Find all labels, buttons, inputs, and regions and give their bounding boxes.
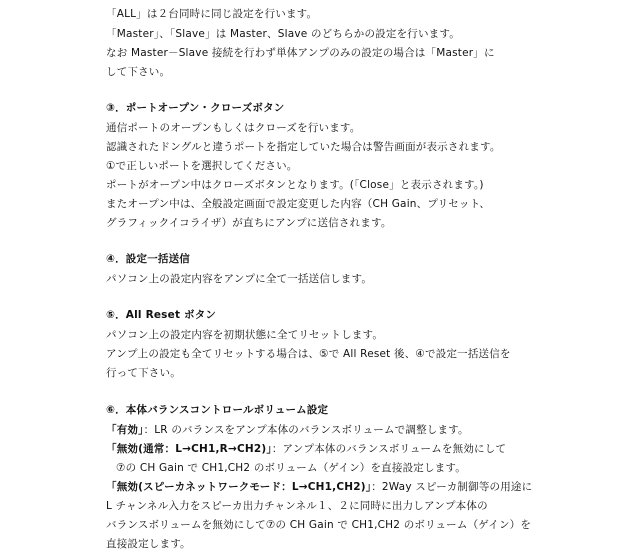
option-disabled-speaker-label: 「無効(スピーカネットワークモード：L→CH1,CH2)」	[106, 481, 372, 493]
section-6-line-3: ⑦の CH Gain で CH1,CH2 のボリューム（ゲイン）を直接設定します。	[116, 462, 466, 474]
section-6-line-2	[106, 442, 506, 456]
section-3-line-3: ①で正しいポートを選択してください。	[106, 160, 298, 172]
section-5-heading: ⑤．All Reset ボタン	[106, 309, 217, 321]
section-5-line-3: 行って下さい。	[106, 367, 181, 379]
option-disabled-normal-desc: ：アンプ本体のバランスボリュームを無効にして	[271, 443, 507, 455]
section-3-line-1: 通信ポートのオープンもしくはクローズを行います。	[106, 122, 361, 134]
section-3-line-5: またオープン中は、全般設定画面で設定変更した内容（CH Gain、プリセット、	[106, 198, 491, 210]
option-disabled-normal-label: 「無効(通常：L→CH1,R→CH2)」	[106, 443, 272, 455]
section-6-line-4	[106, 480, 532, 494]
section-5-line-1: パソコン上の設定内容を初期状態に全てリセットします。	[106, 329, 384, 341]
section-6-line-6: バランスボリュームを無効にして⑦の CH Gain で CH1,CH2 のボリューム（ゲイン）を	[106, 519, 532, 531]
option-disabled-speaker-desc: ：2Way スピーカ制御等の用途に	[371, 481, 533, 493]
intro-line-4: して下さい。	[106, 66, 171, 78]
section-6-heading: ⑥．本体バランスコントロールボリューム設定	[106, 404, 329, 416]
section-6-line-5: L チャンネル入力をスピーカ出力チャンネル１、２に同時に出力しアンプ本体の	[106, 500, 488, 512]
intro-line-3: なお Master－Slave 接続を行わず単体アンプのみの設定の場合は「Master」に	[106, 47, 495, 59]
intro-line-1: 「ALL」は２台同時に同じ設定を行います。	[106, 8, 318, 20]
section-5-line-2: アンプ上の設定も全てリセットする場合は、⑤で All Reset 後、④で設定一括送信を	[106, 348, 511, 360]
section-3-heading: ③．ポートオープン・クローズボタン	[106, 102, 285, 114]
section-4-line-1: パソコン上の設定内容をアンプに全て一括送信します。	[106, 273, 373, 285]
section-3-line-4: ポートがオープン中はクローズボタンとなります。(「Close」と表示されます。)	[106, 179, 484, 191]
section-3-line-2: 認識されたドングルと違うポートを指定していた場合は警告画面が表示されます。	[106, 141, 501, 153]
section-6-line-1	[106, 423, 469, 437]
intro-line-2: 「Master」、「Slave」は Master、Slave のどちらかの設定を行います。	[106, 28, 460, 40]
section-6-line-7: 直接設定します。	[106, 538, 191, 550]
section-3-line-6: グラフィックイコライザ）が直ちにアンプに送信されます。	[106, 217, 392, 229]
option-enabled-label: 「有効」	[106, 424, 144, 436]
section-4-heading: ④．設定一括送信	[106, 253, 190, 265]
option-enabled-desc: ：LR のバランスをアンプ本体のバランスボリュームで調整します。	[143, 424, 469, 436]
